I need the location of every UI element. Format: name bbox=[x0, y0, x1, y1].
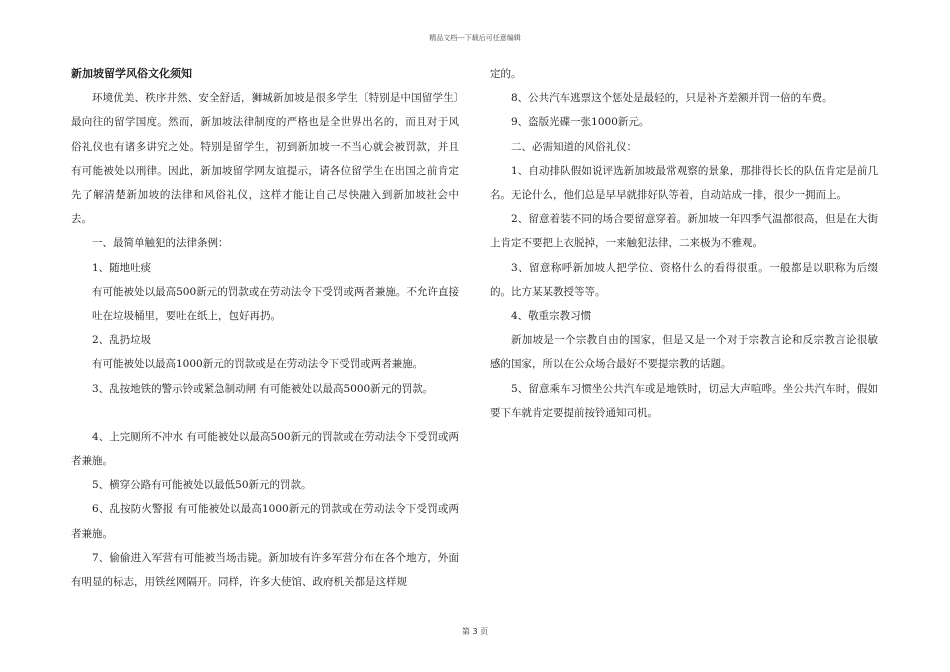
law-item: 8、公共汽车逃票这个惩处是最轻的，只是补齐差额并罚一倍的车费。 bbox=[511, 92, 833, 105]
etiquette-item-body: 新加坡是一个宗教自由的国家，但是又是一个对于宗教言论和反宗教言论很敏感的国家，所以在公众场合最好不要提宗教的话题。 bbox=[490, 334, 878, 371]
law-item: 7、偷偷进入军营有可能被当场击毙。新加坡有许多军营分布在各个地方，外面有明显的标志，用铁丝网隔开。同样，许多大使馆、政府机关都是这样规 bbox=[71, 551, 459, 589]
left-column bbox=[71, 62, 459, 594]
etiquette-item: 2、留意着装不同的场合要留意穿着。新加坡一年四季气温都很高，但是在大街上肯定不要把上衣脱掉，一来触犯法律，二来极为不雅观。 bbox=[490, 213, 878, 250]
etiquette-item-heading: 4、敬重宗教习惯 bbox=[511, 310, 592, 323]
document-title: 新加坡留学风俗文化须知 bbox=[71, 67, 192, 80]
page-header: 精品文档---下载后可任意编辑 bbox=[429, 34, 521, 42]
etiquette-item: 3、留意称呼新加坡人把学位、资格什么的看得很重。一般都是以职称为后缀的。比方某某教授等等。 bbox=[490, 261, 878, 298]
etiquette-item: 1、自动排队假如说评选新加坡最常观察的景象，那排得长长的队伍肯定是前几名。无论什么，他们总是早早就排好队等着，自动站成一排，很少一拥而上。 bbox=[490, 164, 878, 202]
right-column bbox=[490, 62, 878, 425]
law-item: 3、乱按地铁的警示铃或紧急制动闸 有可能被处以最高5000新元的罚款。 bbox=[92, 382, 434, 395]
page-number: 第 3 页 bbox=[461, 627, 489, 636]
intro-paragraph: 环境优美、秩序井然、安全舒适，狮城新加坡是很多学生〔特别是中国留学生〕最向往的留学国度。然而，新加坡法律制度的严格也是全世界出名的，而且对于风俗礼仪也有诸多讲究之处。特别是留学生，初到新加坡一不当心就会被罚款，并且有可能被处以刑律。因此，新加坡留学网友谊提示，请各位留学生在出国之前肯定先了解清楚新加坡的法律和风俗礼仪，这样才能让自己尽快融入到新加坡社会中去。 bbox=[71, 92, 459, 226]
law-item-body: 有可能被处以最高500新元的罚款或在劳动法令下受罚或两者兼施。不允许直接吐在垃圾桶里，要吐在纸上，包好再扔。 bbox=[92, 285, 459, 323]
law-item-body: 有可能被处以最高1000新元的罚款或是在劳动法令下受罚或两者兼施。 bbox=[92, 358, 424, 371]
blank-line bbox=[71, 401, 459, 425]
section-heading-etiquette: 二、必需知道的风俗礼仪： bbox=[511, 140, 637, 153]
etiquette-item: 5、留意乘车习惯坐公共汽车或是地铁时，切忌大声喧哗。坐公共汽车时，假如要下车就肯定要提前按铃通知司机。 bbox=[490, 382, 878, 419]
law-item: 6、乱按防火警报 有可能被处以最高1000新元的罚款或在劳动法令下受罚或两者兼施。 bbox=[71, 503, 459, 540]
continued-text: 定的。 bbox=[490, 68, 522, 80]
law-item-heading: 2、乱扔垃圾 bbox=[92, 334, 152, 347]
law-item: 9、盗版光碟一张1000新元。 bbox=[511, 116, 650, 129]
section-heading-laws: 一、最简单触犯的法律条例： bbox=[92, 237, 229, 250]
law-item-heading: 1、随地吐痰 bbox=[92, 261, 152, 274]
law-item: 5、横穿公路有可能被处以最低50新元的罚款。 bbox=[92, 479, 312, 492]
law-item: 4、上完厕所不冲水 有可能被处以最高500新元的罚款或在劳动法令下受罚或两者兼施。 bbox=[71, 430, 459, 468]
